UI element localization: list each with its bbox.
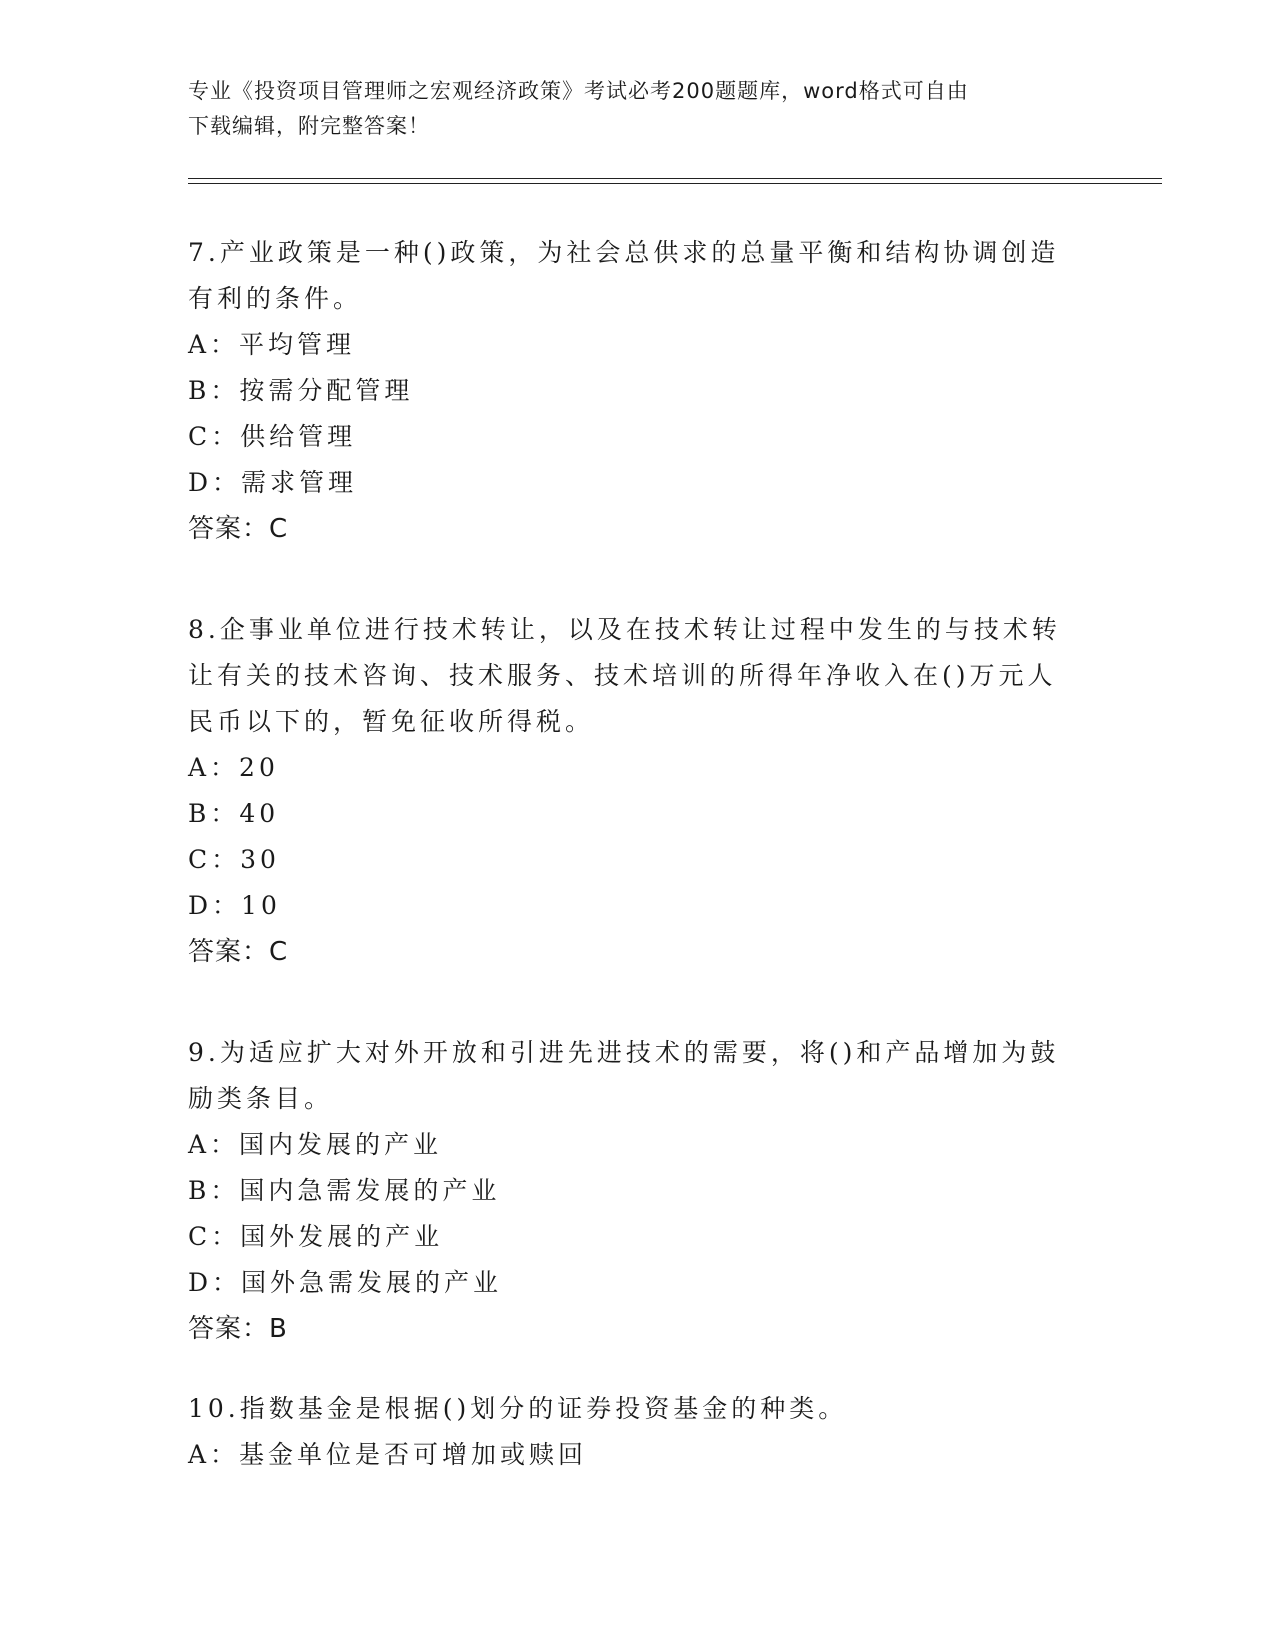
option-d: D：10 <box>188 891 281 920</box>
option-d: D：需求管理 <box>188 468 358 497</box>
option-b: B：国内急需发展的产业 <box>188 1176 501 1205</box>
answer: 答案：C <box>188 937 289 967</box>
option-b: B：40 <box>188 799 280 828</box>
option-a: A：国内发展的产业 <box>188 1130 443 1159</box>
answer: 答案：C <box>188 514 289 544</box>
question-10 <box>188 1386 1068 1478</box>
option-a: A：基金单位是否可增加或赎回 <box>188 1440 588 1469</box>
question-stem-line: 民币以下的，暂免征收所得税。 <box>188 707 595 736</box>
option-d: D：国外急需发展的产业 <box>188 1268 503 1297</box>
answer: 答案：B <box>188 1314 288 1344</box>
question-stem-line: 8.企事业单位进行技术转让，以及在技术转让过程中发生的与技术转 <box>188 615 1061 644</box>
option-c: C：供给管理 <box>188 422 357 451</box>
question-9 <box>188 1030 1068 1352</box>
header-divider-bottom <box>188 183 1162 184</box>
option-c: C：30 <box>188 845 280 874</box>
option-a: A：20 <box>188 753 279 782</box>
question-stem-line: 10.指数基金是根据()划分的证券投资基金的种类。 <box>188 1394 848 1423</box>
question-stem-line: 让有关的技术咨询、技术服务、技术培训的所得年净收入在()万元人 <box>188 661 1057 690</box>
question-stem-line: 有利的条件。 <box>188 284 363 313</box>
question-stem-line: 7.产业政策是一种()政策，为社会总供求的总量平衡和结构协调创造 <box>188 238 1060 267</box>
option-a: A：平均管理 <box>188 330 356 359</box>
header-divider-top <box>188 178 1162 179</box>
question-7 <box>188 230 1068 552</box>
question-stem-line: 9.为适应扩大对外开放和引进先进技术的需要，将()和产品增加为鼓 <box>188 1038 1060 1067</box>
header-line-2: 下载编辑，附完整答案！ <box>188 114 430 138</box>
document-header <box>188 74 1088 144</box>
option-b: B：按需分配管理 <box>188 376 414 405</box>
header-line-1: 专业《投资项目管理师之宏观经济政策》考试必考200题题库，word格式可自由 <box>188 79 969 103</box>
question-stem-line: 励类条目。 <box>188 1084 334 1113</box>
question-8 <box>188 607 1068 975</box>
option-c: C：国外发展的产业 <box>188 1222 444 1251</box>
